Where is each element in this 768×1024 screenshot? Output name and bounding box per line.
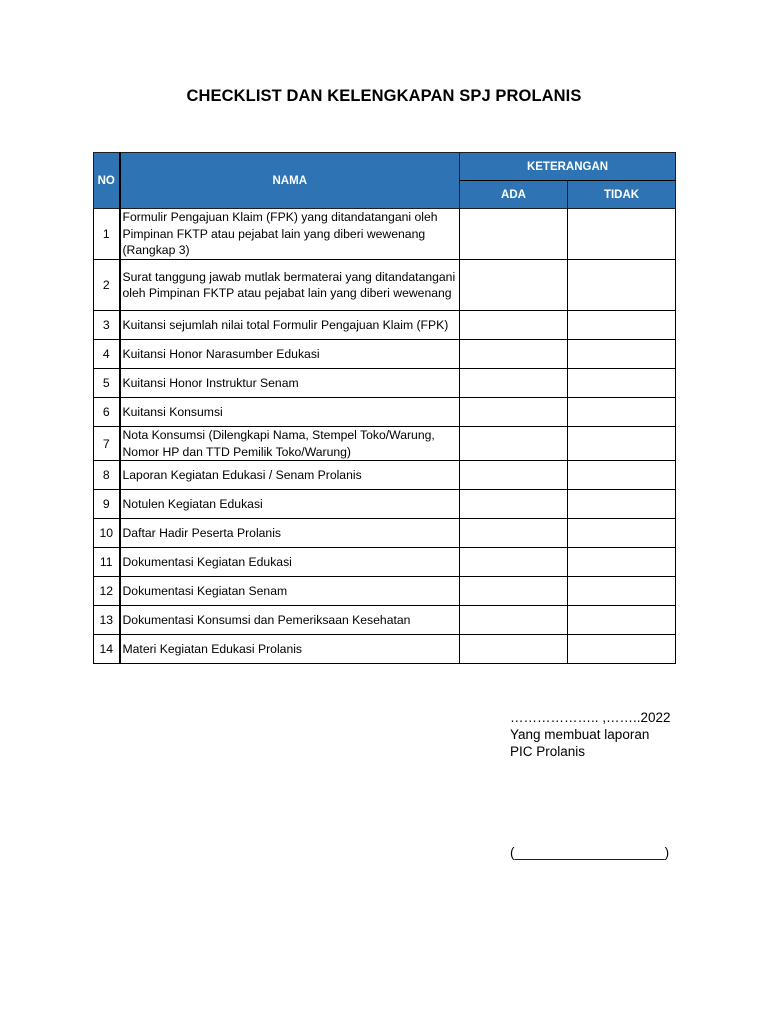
header-tidak: TIDAK: [568, 181, 676, 209]
table-row: [94, 311, 676, 340]
table-row: [94, 490, 676, 519]
table-row: [94, 606, 676, 635]
tidak-check-cell: [568, 577, 676, 606]
row-number: 14: [94, 635, 120, 664]
table-row: [94, 519, 676, 548]
table-row: [94, 635, 676, 664]
ada-check-cell: [460, 519, 568, 548]
row-item-name: Kuitansi Honor Instruktur Senam: [120, 369, 460, 398]
tidak-check-cell: [568, 606, 676, 635]
tidak-check-cell: [568, 369, 676, 398]
tidak-check-cell: [568, 311, 676, 340]
row-number: 3: [94, 311, 120, 340]
row-number: 1: [94, 209, 120, 260]
table-row: [94, 260, 676, 311]
table-row: [94, 209, 676, 260]
row-item-name: Nota Konsumsi (Dilengkapi Nama, Stempel Toko/Warung, Nomor HP dan TTD Pemilik Toko/Warung): [120, 427, 460, 461]
table-row: [94, 548, 676, 577]
ada-check-cell: [460, 577, 568, 606]
row-item-name: Laporan Kegiatan Edukasi / Senam Prolanis: [120, 461, 460, 490]
row-number: 2: [94, 260, 120, 311]
row-number: 8: [94, 461, 120, 490]
ada-check-cell: [460, 427, 568, 461]
tidak-check-cell: [568, 209, 676, 260]
ada-check-cell: [460, 340, 568, 369]
row-item-name: Dokumentasi Kegiatan Edukasi: [120, 548, 460, 577]
header-keterangan: KETERANGAN: [460, 153, 676, 181]
document-title: CHECKLIST DAN KELENGKAPAN SPJ PROLANIS: [186, 87, 582, 105]
row-item-name: Formulir Pengajuan Klaim (FPK) yang ditandatangani oleh Pimpinan FKTP atau pejabat lain yang diberi wewenang (Rangkap 3): [120, 209, 460, 260]
table-row: [94, 398, 676, 427]
table-row: [94, 340, 676, 369]
row-item-name: Materi Kegiatan Edukasi Prolanis: [120, 635, 460, 664]
table-row: [94, 369, 676, 398]
row-item-name: Kuitansi Konsumsi: [120, 398, 460, 427]
header-no: NO: [94, 153, 120, 209]
tidak-check-cell: [568, 461, 676, 490]
ada-check-cell: [460, 548, 568, 577]
row-item-name: Daftar Hadir Peserta Prolanis: [120, 519, 460, 548]
ada-check-cell: [460, 490, 568, 519]
tidak-check-cell: [568, 398, 676, 427]
tidak-check-cell: [568, 548, 676, 577]
ada-check-cell: [460, 311, 568, 340]
tidak-check-cell: [568, 340, 676, 369]
signature-pic-line: PIC Prolanis: [510, 744, 586, 759]
row-item-name: Dokumentasi Kegiatan Senam: [120, 577, 460, 606]
tidak-check-cell: [568, 490, 676, 519]
ada-check-cell: [460, 209, 568, 260]
ada-check-cell: [460, 369, 568, 398]
ada-check-cell: [460, 635, 568, 664]
row-item-name: Kuitansi sejumlah nilai total Formulir Pengajuan Klaim (FPK): [120, 311, 460, 340]
row-number: 11: [94, 548, 120, 577]
table-row: [94, 577, 676, 606]
row-item-name: Dokumentasi Konsumsi dan Pemeriksaan Kesehatan: [120, 606, 460, 635]
row-item-name: Surat tanggung jawab mutlak bermaterai yang ditandatangani oleh Pimpinan FKTP atau pejabat lain yang diberi wewenang: [120, 260, 460, 311]
header-ada: ADA: [460, 181, 568, 209]
header-nama: NAMA: [120, 153, 460, 209]
tidak-check-cell: [568, 260, 676, 311]
row-number: 10: [94, 519, 120, 548]
signature-date-line: ……………….. ,……..2022: [510, 710, 671, 725]
ada-check-cell: [460, 398, 568, 427]
checklist-table: [93, 152, 676, 664]
row-number: 5: [94, 369, 120, 398]
table-row: [94, 461, 676, 490]
row-item-name: Notulen Kegiatan Edukasi: [120, 490, 460, 519]
ada-check-cell: [460, 606, 568, 635]
signature-role-line: Yang membuat laporan: [510, 727, 650, 742]
tidak-check-cell: [568, 635, 676, 664]
ada-check-cell: [460, 461, 568, 490]
signature-name-line: (____________________): [510, 845, 670, 860]
table-row: [94, 427, 676, 461]
tidak-check-cell: [568, 427, 676, 461]
row-number: 9: [94, 490, 120, 519]
row-number: 7: [94, 427, 120, 461]
ada-check-cell: [460, 260, 568, 311]
tidak-check-cell: [568, 519, 676, 548]
row-number: 4: [94, 340, 120, 369]
row-number: 6: [94, 398, 120, 427]
row-number: 12: [94, 577, 120, 606]
row-number: 13: [94, 606, 120, 635]
row-item-name: Kuitansi Honor Narasumber Edukasi: [120, 340, 460, 369]
